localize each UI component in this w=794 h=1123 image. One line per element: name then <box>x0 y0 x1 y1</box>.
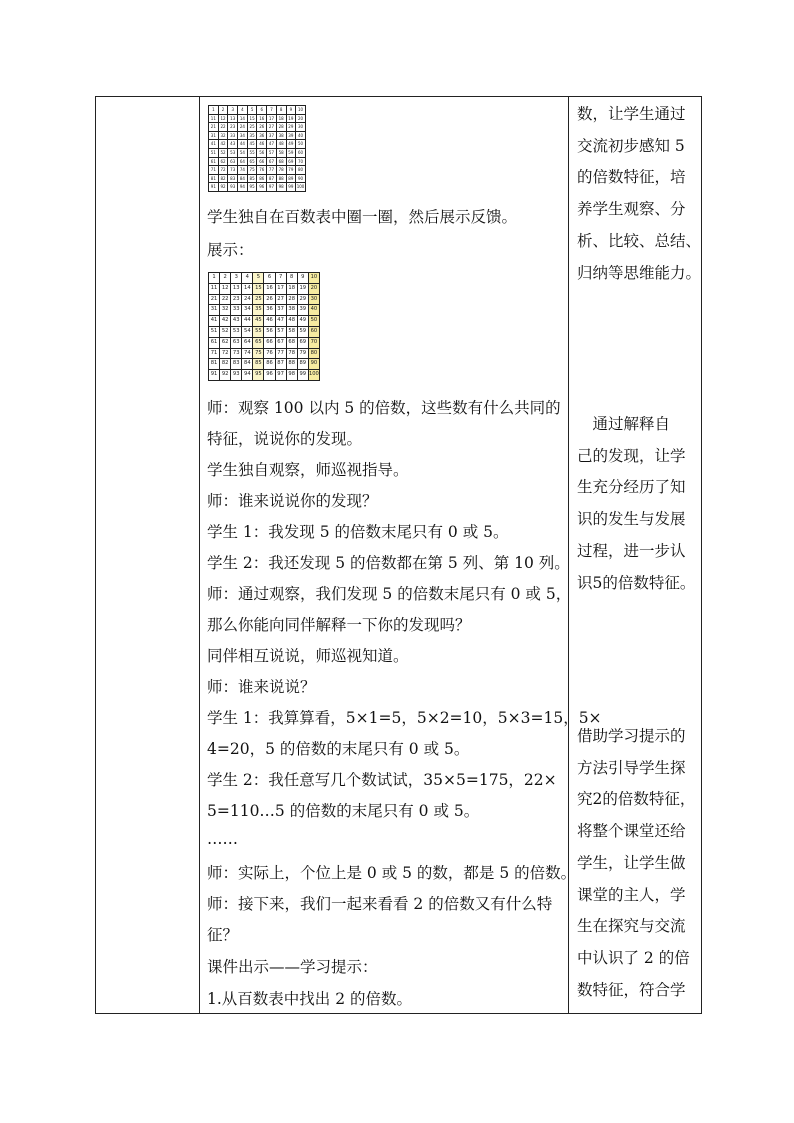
hundred-chart-cell: 19 <box>286 114 296 123</box>
hundred-chart-cell: 8 <box>276 106 286 115</box>
hundred-chart-cell: 74 <box>238 166 248 175</box>
hundred-chart-cell: 7 <box>267 106 277 115</box>
hundred-chart-cell: 69 <box>286 157 296 166</box>
process-line: 学生独自观察，师巡视指导。 <box>207 461 409 479</box>
hundred-chart-cell: 56 <box>264 326 275 337</box>
hundred-chart-cell: 67 <box>267 157 277 166</box>
hundred-chart-cell: 49 <box>297 316 308 327</box>
hundred-chart-cell: 50 <box>296 140 306 149</box>
note-line: 方法引导学生探 <box>577 758 686 777</box>
note-line: 课堂的主人，学 <box>577 885 686 904</box>
stage-column <box>96 97 200 1014</box>
hundred-chart-cell: 28 <box>276 123 286 132</box>
hundred-chart-cell: 21 <box>209 123 219 132</box>
hundred-chart-cell: 92 <box>220 370 231 381</box>
hundred-chart-cell: 61 <box>209 337 220 348</box>
hundred-chart-cell: 4 <box>242 273 253 284</box>
hundred-chart-cell: 62 <box>218 157 228 166</box>
note-line: 借助学习提示的 <box>577 727 686 745</box>
hundred-chart-cell: 70 <box>296 157 306 166</box>
hundred-chart-cell: 54 <box>238 148 248 157</box>
hundred-chart-cell: 36 <box>264 305 275 316</box>
hundred-chart-cell: 57 <box>275 326 286 337</box>
hundred-chart-cell: 6 <box>264 273 275 284</box>
hundred-chart-cell: 59 <box>297 326 308 337</box>
process-line: 课件出示——学习提示： <box>207 958 378 976</box>
hundred-chart-row <box>209 166 306 175</box>
process-line: 同伴相互说说，师巡视知道。 <box>207 647 409 665</box>
process-line: 征？ <box>207 926 239 944</box>
hundred-chart-cell: 42 <box>220 316 231 327</box>
hundred-chart-cell: 36 <box>257 131 267 140</box>
hundred-chart-cell: 9 <box>286 106 296 115</box>
hundred-chart-cell: 38 <box>286 305 297 316</box>
hundred-chart-cell: 16 <box>257 114 267 123</box>
hundred-chart-cell: 66 <box>257 157 267 166</box>
hundred-chart-cell: 77 <box>267 166 277 175</box>
hundred-chart-cell: 43 <box>228 140 238 149</box>
hundred-chart-cell: 18 <box>276 114 286 123</box>
hundred-chart-cell: 96 <box>257 183 267 192</box>
hundred-chart-cell: 92 <box>218 183 228 192</box>
hundred-chart-cell: 32 <box>218 131 228 140</box>
hundred-chart-row <box>209 106 306 115</box>
hundred-chart-cell: 48 <box>276 140 286 149</box>
hundred-chart-cell: 77 <box>275 348 286 359</box>
hundred-chart-cell: 65 <box>253 337 264 348</box>
note-line: 学生，让学生做 <box>577 853 686 872</box>
hundred-chart-row <box>209 183 306 192</box>
hundred-chart-cell: 78 <box>276 166 286 175</box>
hundred-chart-cell: 81 <box>209 174 219 183</box>
hundred-chart-cell: 1 <box>209 273 220 284</box>
hundred-chart-cell: 87 <box>267 174 277 183</box>
hundred-chart-cell: 62 <box>220 337 231 348</box>
hundred-chart-cell: 27 <box>267 123 277 132</box>
hundred-chart-cell: 46 <box>264 316 275 327</box>
process-line: 学生 1：我发现 5 的倍数末尾只有 0 或 5。 <box>207 523 509 541</box>
note-line: 析、比较、总结、 <box>577 231 702 250</box>
hundred-chart-cell: 61 <box>209 157 219 166</box>
process-line: 那么你能向同伴解释一下你的发现吗？ <box>207 616 471 634</box>
hundred-chart-cell: 43 <box>231 316 242 327</box>
hundred-chart-cell: 22 <box>218 123 228 132</box>
hundred-chart-cell: 73 <box>228 166 238 175</box>
hundred-chart-cell: 67 <box>275 337 286 348</box>
hundred-chart-cell: 83 <box>231 359 242 370</box>
note-line: 数，让学生通过 <box>577 105 686 123</box>
hundred-chart-cell: 98 <box>286 370 297 381</box>
hundred-chart-cell: 26 <box>264 294 275 305</box>
note-line: 生在探究与交流 <box>577 917 686 936</box>
hundred-chart-cell: 88 <box>286 359 297 370</box>
process-line: 师：接下来，我们一起来看看 2 的倍数又有什么特 <box>207 895 553 913</box>
hundred-chart-row <box>209 337 320 348</box>
hundred-chart-cell: 27 <box>275 294 286 305</box>
hundred-chart-cell: 44 <box>238 140 248 149</box>
hundred-chart-cell: 73 <box>231 348 242 359</box>
hundred-chart-cell: 32 <box>220 305 231 316</box>
hundred-chart-cell: 59 <box>286 148 296 157</box>
hundred-chart-cell: 97 <box>275 370 286 381</box>
hundred-chart-row <box>209 148 306 157</box>
hundred-chart-row <box>209 114 306 123</box>
hundred-chart-cell: 93 <box>231 370 242 381</box>
hundred-chart-cell: 38 <box>276 131 286 140</box>
hundred-chart-cell: 41 <box>209 316 220 327</box>
hundred-chart-cell: 30 <box>308 294 319 305</box>
hundred-chart-cell: 91 <box>209 183 219 192</box>
hundred-chart-cell: 47 <box>275 316 286 327</box>
hundred-chart-cell: 10 <box>296 106 306 115</box>
hundred-chart-cell: 11 <box>209 283 220 294</box>
design-intent-note-2 <box>577 409 695 599</box>
hundred-chart-cell: 51 <box>209 148 219 157</box>
process-line: 4=20，5 的倍数的末尾只有 0 或 5。 <box>207 740 470 758</box>
process-line: 学生 2：我任意写几个数试试，35×5=175，22× <box>207 771 557 789</box>
hundred-chart-cell: 79 <box>286 166 296 175</box>
hundred-chart-cell: 82 <box>220 359 231 370</box>
hundred-chart-cell: 35 <box>253 305 264 316</box>
hundred-chart-cell: 71 <box>209 166 219 175</box>
hundred-chart-cell: 4 <box>238 106 248 115</box>
hundred-chart-cell: 99 <box>286 183 296 192</box>
hundred-chart-cell: 97 <box>267 183 277 192</box>
teaching-process-column <box>200 97 602 1014</box>
hundred-chart-row <box>209 359 320 370</box>
hundred-chart-cell: 28 <box>286 294 297 305</box>
hundred-chart-cell: 95 <box>247 183 257 192</box>
design-intent-note-1 <box>577 99 702 289</box>
note-line: 养学生观察、分 <box>577 200 686 219</box>
hundred-chart-cell: 63 <box>228 157 238 166</box>
hundred-chart-row <box>209 174 306 183</box>
hundred-chart-cell: 46 <box>257 140 267 149</box>
hundred-chart-cell: 29 <box>297 294 308 305</box>
hundred-chart-cell: 78 <box>286 348 297 359</box>
process-line: 5=110…5 的倍数的末尾只有 0 或 5。 <box>207 802 480 820</box>
lesson-plan-table <box>95 96 702 1014</box>
hundred-chart-cell: 1 <box>209 106 219 115</box>
note-line: 生充分经历了知 <box>577 478 686 497</box>
note-line: 将整个课堂还给 <box>577 822 686 841</box>
hundred-chart-row <box>209 140 306 149</box>
hundred-chart-cell: 17 <box>275 283 286 294</box>
hundred-chart-cell: 49 <box>286 140 296 149</box>
hundred-chart-cell: 55 <box>253 326 264 337</box>
hundred-chart-cell: 75 <box>247 166 257 175</box>
note-line: 过程，进一步认 <box>577 541 686 560</box>
note-line: 究2的倍数特征， <box>577 790 696 809</box>
note-line: 识5的倍数特征。 <box>577 573 696 592</box>
process-line: 师：谁来说说？ <box>207 678 316 696</box>
hundred-chart-cell: 7 <box>275 273 286 284</box>
hundred-chart-cell: 90 <box>308 359 319 370</box>
process-line: 1.从百数表中找出 2 的倍数。 <box>207 990 413 1008</box>
hundred-chart-highlighted <box>208 272 320 381</box>
hundred-chart-cell: 60 <box>296 148 306 157</box>
hundred-chart-cell: 85 <box>253 359 264 370</box>
hundred-chart-cell: 84 <box>238 174 248 183</box>
hundred-chart-cell: 100 <box>296 183 306 192</box>
note-line: 归纳等思维能力。 <box>577 263 702 282</box>
hundred-chart-cell: 52 <box>220 326 231 337</box>
hundred-chart-cell: 51 <box>209 326 220 337</box>
hundred-chart-cell: 94 <box>238 183 248 192</box>
hundred-chart-cell: 15 <box>247 114 257 123</box>
hundred-chart-cell: 5 <box>247 106 257 115</box>
hundred-chart-cell: 80 <box>296 166 306 175</box>
hundred-chart-row <box>209 326 320 337</box>
hundred-chart-cell: 88 <box>276 174 286 183</box>
hundred-chart-cell: 31 <box>209 131 219 140</box>
process-line: 学生独自在百数表中圈一圈，然后展示反馈。 <box>207 208 518 226</box>
hundred-chart-cell: 58 <box>286 326 297 337</box>
hundred-chart-cell: 14 <box>242 283 253 294</box>
hundred-chart-cell: 55 <box>247 148 257 157</box>
process-line: 特征，说说你的发现。 <box>207 430 363 448</box>
hundred-chart-row <box>209 131 306 140</box>
hundred-chart-cell: 63 <box>231 337 242 348</box>
hundred-chart-cell: 35 <box>247 131 257 140</box>
hundred-chart-cell: 11 <box>209 114 219 123</box>
hundred-chart-cell: 34 <box>238 131 248 140</box>
hundred-chart-cell: 70 <box>308 337 319 348</box>
hundred-chart-cell: 24 <box>242 294 253 305</box>
hundred-chart-cell: 34 <box>242 305 253 316</box>
hundred-chart-cell: 76 <box>257 166 267 175</box>
hundred-chart-cell: 89 <box>286 174 296 183</box>
hundred-chart-cell: 29 <box>286 123 296 132</box>
hundred-chart-cell: 69 <box>297 337 308 348</box>
hundred-chart-cell: 22 <box>220 294 231 305</box>
hundred-chart-cell: 33 <box>228 131 238 140</box>
hundred-chart-cell: 56 <box>257 148 267 157</box>
hundred-chart-cell: 81 <box>209 359 220 370</box>
note-line: 交流初步感知 5 <box>577 136 685 155</box>
hundred-chart-cell: 3 <box>228 106 238 115</box>
hundred-chart-blank <box>208 105 306 192</box>
hundred-chart-cell: 25 <box>253 294 264 305</box>
hundred-chart-cell: 37 <box>275 305 286 316</box>
hundred-chart-cell: 58 <box>276 148 286 157</box>
hundred-chart-cell: 99 <box>297 370 308 381</box>
hundred-chart-cell: 64 <box>238 157 248 166</box>
hundred-chart-cell: 65 <box>247 157 257 166</box>
hundred-chart-cell: 98 <box>276 183 286 192</box>
hundred-chart-cell: 5 <box>253 273 264 284</box>
hundred-chart-cell: 16 <box>264 283 275 294</box>
hundred-chart-cell: 71 <box>209 348 220 359</box>
hundred-chart-cell: 12 <box>218 114 228 123</box>
hundred-chart-row <box>209 370 320 381</box>
hundred-chart-row <box>209 305 320 316</box>
hundred-chart-cell: 87 <box>275 359 286 370</box>
hundred-chart-cell: 23 <box>228 123 238 132</box>
hundred-chart-cell: 23 <box>231 294 242 305</box>
hundred-chart-cell: 47 <box>267 140 277 149</box>
hundred-chart-cell: 39 <box>286 131 296 140</box>
hundred-chart-cell: 13 <box>228 114 238 123</box>
hundred-chart-cell: 82 <box>218 174 228 183</box>
hundred-chart-cell: 21 <box>209 294 220 305</box>
hundred-chart-cell: 17 <box>267 114 277 123</box>
hundred-chart-cell: 45 <box>247 140 257 149</box>
process-line: 展示： <box>207 241 254 259</box>
hundred-chart-cell: 33 <box>231 305 242 316</box>
hundred-chart-cell: 24 <box>238 123 248 132</box>
hundred-chart-cell: 90 <box>296 174 306 183</box>
hundred-chart-cell: 9 <box>297 273 308 284</box>
hundred-chart-cell: 45 <box>253 316 264 327</box>
note-line: 数特征，符合学 <box>577 980 686 999</box>
hundred-chart-cell: 42 <box>218 140 228 149</box>
hundred-chart-cell: 8 <box>286 273 297 284</box>
hundred-chart-cell: 57 <box>267 148 277 157</box>
hundred-chart-cell: 95 <box>253 370 264 381</box>
hundred-chart-cell: 53 <box>228 148 238 157</box>
note-line: 的倍数特征，培 <box>577 168 686 187</box>
hundred-chart-cell: 18 <box>286 283 297 294</box>
hundred-chart-cell: 20 <box>296 114 306 123</box>
hundred-chart-cell: 53 <box>231 326 242 337</box>
hundred-chart-cell: 86 <box>264 359 275 370</box>
hundred-chart-row <box>209 283 320 294</box>
hundred-chart-cell: 13 <box>231 283 242 294</box>
process-line: 师：通过观察，我们发现 5 的倍数末尾只有 0 或 5， <box>207 585 572 603</box>
hundred-chart-cell: 14 <box>238 114 248 123</box>
hundred-chart-row <box>209 123 306 132</box>
note-line: 中认识了 2 的倍 <box>577 948 690 967</box>
hundred-chart-cell: 83 <box>228 174 238 183</box>
hundred-chart-cell: 64 <box>242 337 253 348</box>
hundred-chart-cell: 15 <box>253 283 264 294</box>
hundred-chart-cell: 10 <box>308 273 319 284</box>
hundred-chart-cell: 86 <box>257 174 267 183</box>
process-line: 师：实际上，个位上是 0 或 5 的数，都是 5 的倍数。 <box>207 864 577 882</box>
hundred-chart-row <box>209 348 320 359</box>
hundred-chart-cell: 37 <box>267 131 277 140</box>
process-line: 师：观察 100 以内 5 的倍数，这些数有什么共同的 <box>207 399 561 417</box>
hundred-chart-cell: 50 <box>308 316 319 327</box>
note-line: 通过解释自 <box>577 415 671 433</box>
hundred-chart-cell: 20 <box>308 283 319 294</box>
process-line: 师：谁来说说你的发现？ <box>207 492 378 510</box>
hundred-chart-cell: 44 <box>242 316 253 327</box>
hundred-chart-cell: 76 <box>264 348 275 359</box>
hundred-chart-cell: 26 <box>257 123 267 132</box>
hundred-chart-cell: 30 <box>296 123 306 132</box>
hundred-chart-cell: 68 <box>286 337 297 348</box>
hundred-chart-cell: 79 <box>297 348 308 359</box>
hundred-chart-cell: 85 <box>247 174 257 183</box>
hundred-chart-cell: 75 <box>253 348 264 359</box>
hundred-chart-cell: 74 <box>242 348 253 359</box>
hundred-chart-cell: 68 <box>276 157 286 166</box>
hundred-chart-cell: 25 <box>247 123 257 132</box>
hundred-chart-cell: 93 <box>228 183 238 192</box>
hundred-chart-cell: 40 <box>296 131 306 140</box>
hundred-chart-cell: 80 <box>308 348 319 359</box>
hundred-chart-cell: 31 <box>209 305 220 316</box>
hundred-chart-cell: 72 <box>220 348 231 359</box>
hundred-chart-cell: 91 <box>209 370 220 381</box>
hundred-chart-cell: 48 <box>286 316 297 327</box>
hundred-chart-cell: 2 <box>220 273 231 284</box>
hundred-chart-cell: 6 <box>257 106 267 115</box>
hundred-chart-cell: 60 <box>308 326 319 337</box>
hundred-chart-cell: 52 <box>218 148 228 157</box>
hundred-chart-cell: 2 <box>218 106 228 115</box>
hundred-chart-cell: 89 <box>297 359 308 370</box>
hundred-chart-row <box>209 157 306 166</box>
hundred-chart-cell: 94 <box>242 370 253 381</box>
hundred-chart-cell: 3 <box>231 273 242 284</box>
hundred-chart-row <box>209 273 320 284</box>
hundred-chart-cell: 41 <box>209 140 219 149</box>
process-line: 学生 1：我算算看，5×1=5，5×2=10，5×3=15，5× <box>207 709 602 727</box>
design-intent-column <box>569 97 702 1014</box>
hundred-chart-row <box>209 316 320 327</box>
hundred-chart-row <box>209 294 320 305</box>
note-line: 己的发现，让学 <box>577 446 686 465</box>
hundred-chart-cell: 84 <box>242 359 253 370</box>
hundred-chart-cell: 100 <box>308 370 319 381</box>
hundred-chart-cell: 12 <box>220 283 231 294</box>
design-intent-note-3 <box>577 721 695 1006</box>
hundred-chart-cell: 54 <box>242 326 253 337</box>
note-line: 识的发生与发展 <box>577 510 686 529</box>
hundred-chart-cell: 72 <box>218 166 228 175</box>
hundred-chart-cell: 19 <box>297 283 308 294</box>
hundred-chart-cell: 96 <box>264 370 275 381</box>
hundred-chart-cell: 39 <box>297 305 308 316</box>
hundred-chart-cell: 66 <box>264 337 275 348</box>
process-line: …… <box>207 830 238 848</box>
hundred-chart-cell: 40 <box>308 305 319 316</box>
process-line: 学生 2：我还发现 5 的倍数都在第 5 列、第 10 列。 <box>207 554 570 572</box>
